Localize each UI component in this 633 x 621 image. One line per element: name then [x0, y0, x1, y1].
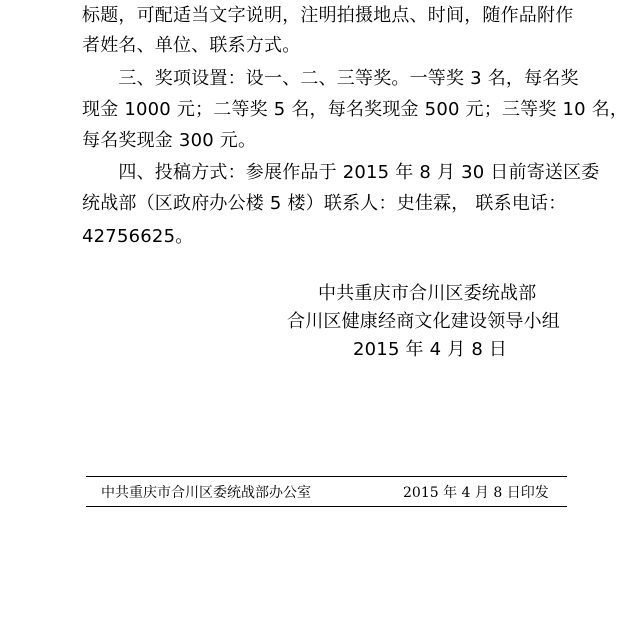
body-line-3: 三、奖项设置：设一、二、三等奖。一等奖 3 名，每名奖	[82, 68, 579, 89]
signature-org-leading-group: 合川区健康经商文化建设领导小组	[287, 311, 560, 332]
footer-top-rule	[86, 476, 567, 477]
footer-bottom-rule	[86, 506, 567, 507]
body-line-7: 统战部（区政府办公楼 5 楼）联系人：史佳霖， 联系电话：	[82, 193, 567, 214]
signature-date: 2015 年 4 月 8 日	[353, 339, 508, 360]
signature-org-united-front: 中共重庆市合川区委统战部	[318, 283, 537, 304]
footer-print-date: 2015 年 4 月 8 日印发	[403, 485, 549, 501]
body-line-6: 四、投稿方式：参展作品于 2015 年 8 月 30 日前寄送区委	[82, 162, 600, 183]
body-line-8: 42756625。	[82, 226, 194, 247]
footer-issuer: 中共重庆市合川区委统战部办公室	[101, 485, 311, 501]
body-line-2: 者姓名、单位、联系方式。	[82, 35, 301, 56]
body-line-5: 每名奖现金 300 元。	[82, 130, 257, 151]
body-line-4: 现金 1000 元；二等奖 5 名，每名奖现金 500 元；三等奖 10 名，	[82, 99, 629, 120]
body-line-1: 标题，可配适当文字说明，注明拍摄地点、时间，随作品附作	[82, 5, 574, 26]
